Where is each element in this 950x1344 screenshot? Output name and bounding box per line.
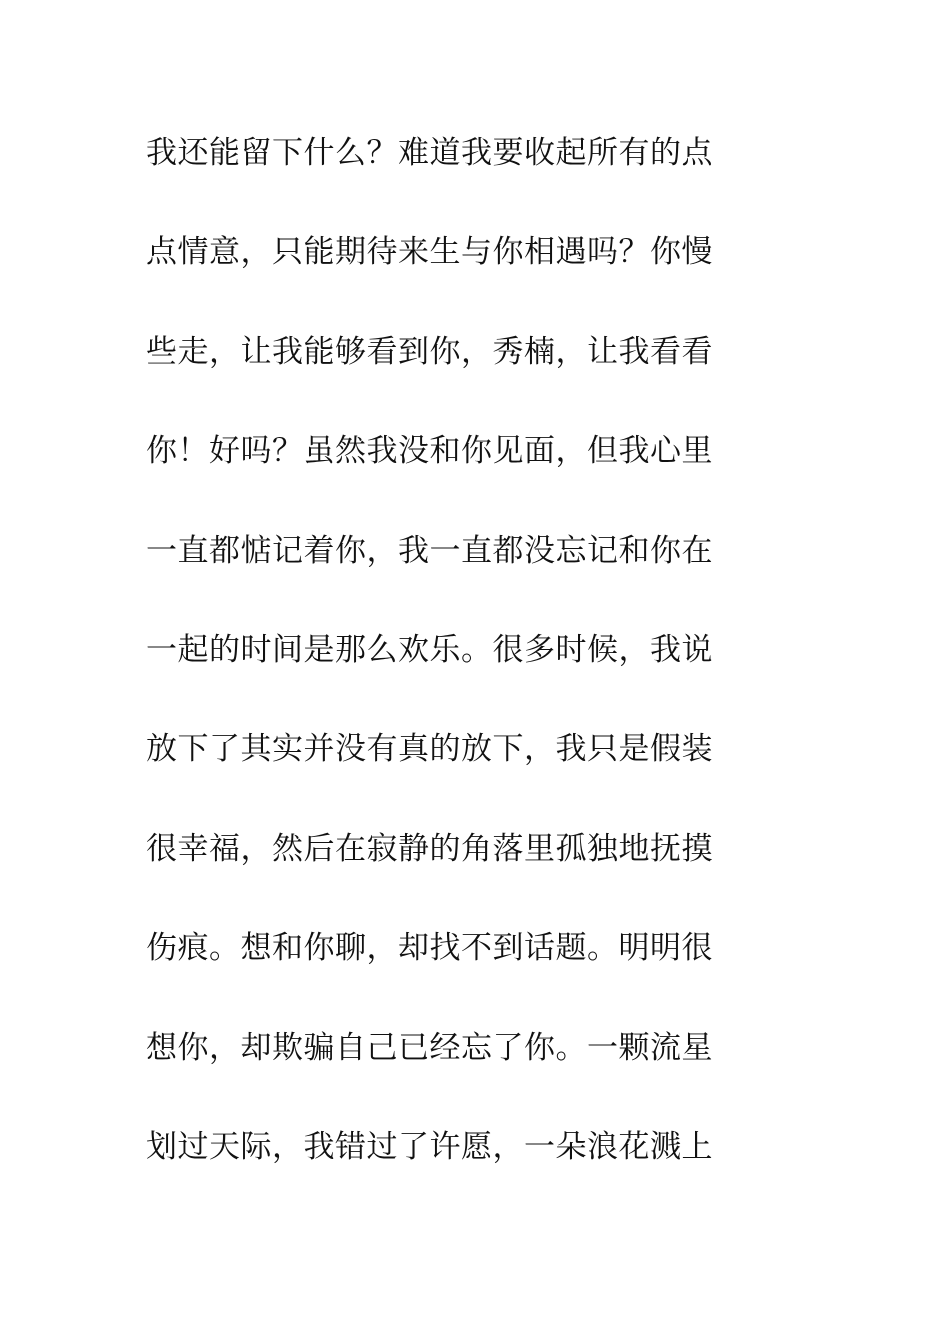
text-line: 放下了其实并没有真的放下，我只是假装 [146, 731, 713, 768]
text-line: 些走，让我能够看到你，秀楠，让我看看 [146, 333, 713, 370]
text-line: 划过天际，我错过了许愿，一朵浪花溅上 [146, 1128, 713, 1165]
text-line: 一直都惦记着你，我一直都没忘记和你在 [146, 532, 713, 569]
text-line: 伤痕。想和你聊，却找不到话题。明明很 [146, 930, 713, 967]
text-line: 点情意，只能期待来生与你相遇吗？你慢 [146, 234, 713, 271]
text-line: 一起的时间是那么欢乐。很多时候，我说 [146, 631, 713, 668]
text-line: 我还能留下什么？难道我要收起所有的点 [146, 135, 713, 171]
text-line: 想你，却欺骗自己已经忘了你。一颗流星 [146, 1029, 713, 1066]
body-text [146, 124, 786, 1217]
text-line: 你！好吗？虽然我没和你见面，但我心里 [146, 433, 713, 470]
text-line: 很幸福，然后在寂静的角落里孤独地抚摸 [146, 830, 713, 867]
